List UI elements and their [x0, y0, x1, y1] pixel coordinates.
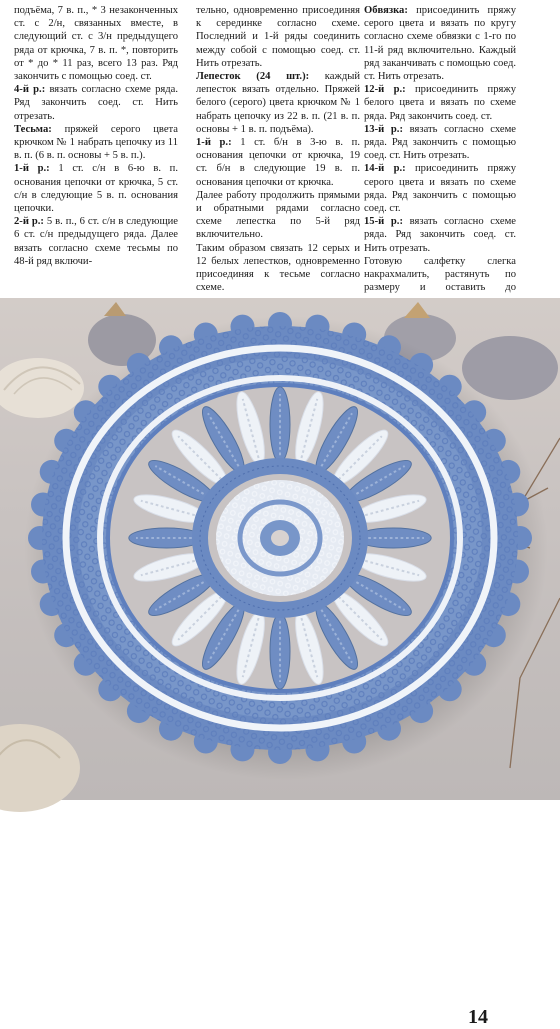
- paragraph: 1-й р.: 1 ст. б/н в 3-ю в. п. основания цепочки от крючка, 19 ст. б/н в следующие 19 в. п. основания цепочки от крючка.: [196, 137, 360, 188]
- row-heading: 14-й р.:: [364, 163, 406, 175]
- row-heading: 2-й р.:: [14, 216, 44, 228]
- text-column-2: [196, 4, 360, 294]
- paragraph: 15-й р.: вязать согласно схеме ряда. Ряд закончить соед. ст. Нить отрезать.: [364, 216, 516, 254]
- petal-blue: [270, 614, 290, 690]
- row-heading: 12-й р.:: [364, 84, 406, 96]
- text-column-3: [364, 4, 516, 308]
- paragraph: Далее работу продолжить прямыми и обратными рядами согласно схеме лепестка по 5-й ряд включительно.: [196, 189, 360, 241]
- paragraph: Обвязка: присоединить пряжу серого цвета и вязать по кругу согласно схеме обвязки с 1-го по 11-й ряд включительно. Каждый ряд заканчивать с помощью соед. ст. Нить отрезать.: [364, 5, 516, 83]
- paragraph: 2-й р.: 5 в. п., 6 ст. с/н в следующие 6 ст. с/н предыдущего ряда. Далее вязать согласно схеме тесьмы по 48-й ряд включи-: [14, 216, 178, 267]
- petal-blue: [270, 387, 290, 463]
- paragraph: тельно, одновременно присоединяя к серединке согласно схеме. Последний и 1-й ряды соединить между собой с помощью соед. ст. Нить отрезать.: [196, 5, 360, 69]
- section-heading: Лепесток (24 шт.):: [196, 71, 310, 83]
- row-heading: 15-й р.:: [364, 216, 403, 228]
- page-number: 14: [468, 1006, 488, 1028]
- doily-photo: [0, 298, 560, 1028]
- paragraph: Лепесток (24 шт.): каждый лепесток вязать отдельно. Пряжей белого (серого) цвета крючком № 1 набрать цепочку из 22 в. п. (21 в. п. основы + 1 в. п. подъёма).: [196, 71, 360, 135]
- paragraph: 13-й р.: вязать согласно схеме ряда. Ряд закончить с помощью соед. ст. Нить отрезать.: [364, 123, 516, 162]
- seashell-bottom-left: [0, 724, 80, 812]
- paragraph: Таким образом связать 12 серых и 12 белых лепестков, одновременно присоединяя к тесьме согласно схеме.: [196, 242, 360, 294]
- doily-illustration: [0, 298, 560, 800]
- row-heading: 13-й р.:: [364, 123, 403, 135]
- paragraph: 12-й р.: присоединить пряжу белого цвета и вязать по схеме ряда. Ряд закончить соед. ст.: [364, 84, 516, 122]
- paragraph: 4-й р.: вязать согласно схеме ряда. Ряд закончить соед. ст. Нить отрезать.: [14, 84, 178, 122]
- paragraph: подъёма, 7 в. п., * 3 незаконченных ст. с 2/н, связанных вместе, в следующий ст. с 3/н предыдущего ряда от крючка, 7 в. п. *, повторить от * до * 11 раз, всего 13 раз. Ряд закончить с помощью соед. ст.: [14, 5, 178, 83]
- paragraph: Тесьма: пряжей серого цвета крючком № 1 набрать цепочку из 11 в. п. (6 в. п. основы + 5 в. п.).: [14, 123, 178, 162]
- row-heading: 4-й р.:: [14, 84, 46, 96]
- paragraph: 14-й р.: присоединить пряжу серого цвета и вязать по схеме ряда. Ряд закончить с помощью соед. ст.: [364, 163, 516, 215]
- paragraph: Готовую салфетку слегка накрахмалить, растянуть по размеру и оставить до: [364, 255, 516, 294]
- section-heading: Тесьма:: [14, 123, 52, 135]
- seashell-left-top: [0, 358, 84, 418]
- row-heading: 1-й р.:: [14, 163, 50, 175]
- text-column-1: [14, 4, 178, 268]
- section-heading: Обвязка:: [364, 5, 408, 16]
- row-heading: 1-й р.:: [196, 137, 232, 149]
- paragraph: 1-й р.: 1 ст. с/н в 6-ю в. п. основания цепочки от крючка, 5 ст. с/н в следующие 5 в. п. основания цепочки.: [14, 163, 178, 215]
- instruction-text-area: [0, 0, 560, 298]
